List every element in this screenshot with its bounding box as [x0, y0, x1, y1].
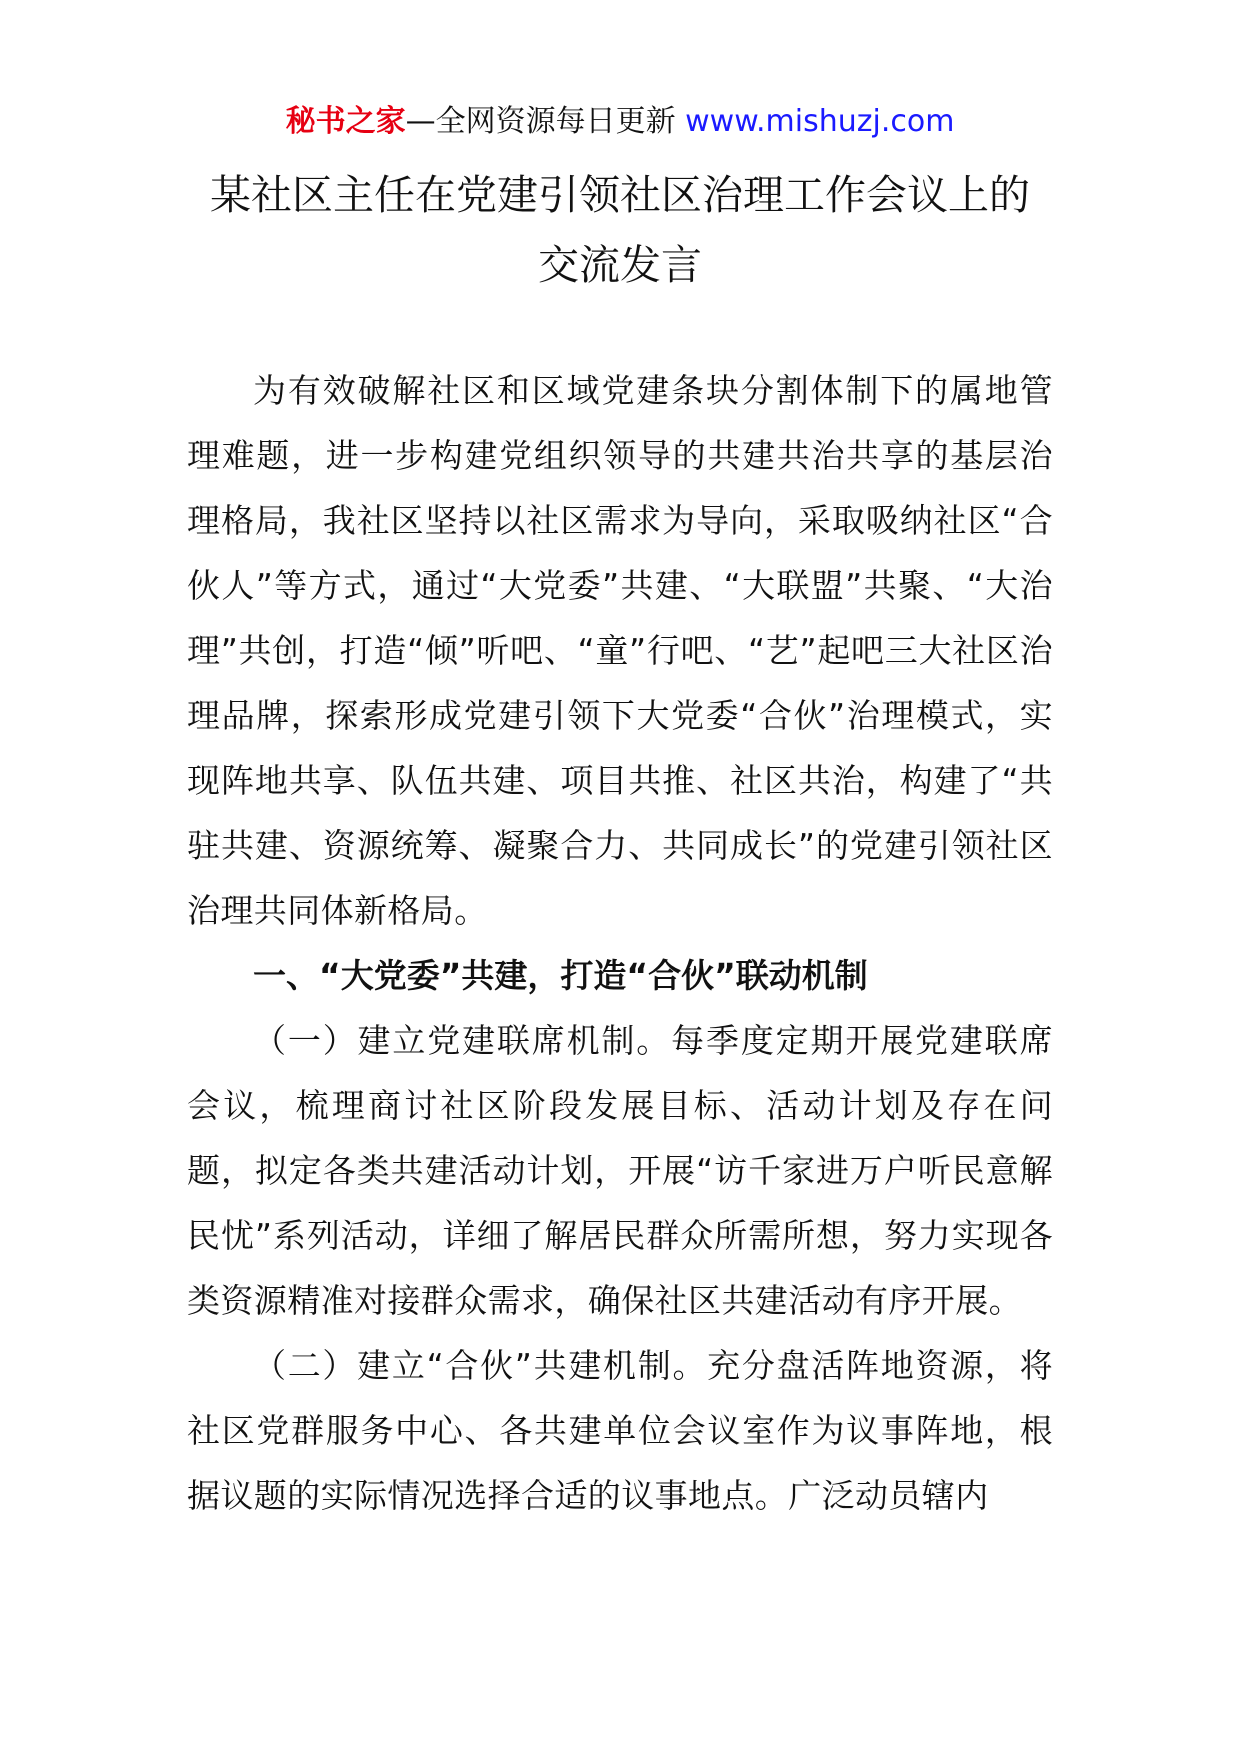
site-url-link[interactable]: www.mishuzj.com [685, 104, 955, 139]
section-1-paragraph-1: （一）建立党建联席机制。每季度定期开展党建联席会议，梳理商讨社区阶段发展目标、活动计划及存在问题，拟定各类共建活动计划，开展“访千家进万户听民意解民忧”系列活动，详细了解居民群众所需所想，努力实现各类资源精准对接群众需求，确保社区共建活动有序开展。 [187, 1021, 1053, 1320]
site-header [0, 102, 1240, 142]
brand-name: 秘书之家 [285, 104, 406, 139]
document-title [140, 160, 1100, 300]
section-heading-1: 一、“大党委”共建，打造“合伙”联动机制 [253, 956, 868, 995]
header-tagline: —全网资源每日更新 [405, 104, 686, 139]
section-1-paragraph-2: （二）建立“合伙”共建机制。充分盘活阵地资源，将社区党群服务中心、各共建单位会议室作为议事阵地，根据议题的实际情况选择合适的议事地点。广泛动员辖内 [187, 1346, 1053, 1515]
title-line-2: 交流发言 [538, 241, 702, 289]
title-line-1: 某社区主任在党建引领社区治理工作会议上的 [210, 171, 1030, 219]
intro-paragraph: 为有效破解社区和区域党建条块分割体制下的属地管理难题，进一步构建党组织领导的共建共治共享的基层治理格局，我社区坚持以社区需求为导向，采取吸纳社区“合伙人”等方式，通过“大党委”共建、“大联盟”共聚、“大治理”共创，打造“倾”听吧、“童”行吧、“艺”起吧三大社区治理品牌，探索形成党建引领下大党委“合伙”治理模式，实现阵地共享、队伍共建、项目共推、社区共治，构建了“共驻共建、资源统筹、凝聚合力、共同成长”的党建引领社区治理共同体新格局。 [187, 371, 1053, 930]
document-body [187, 358, 1053, 1528]
